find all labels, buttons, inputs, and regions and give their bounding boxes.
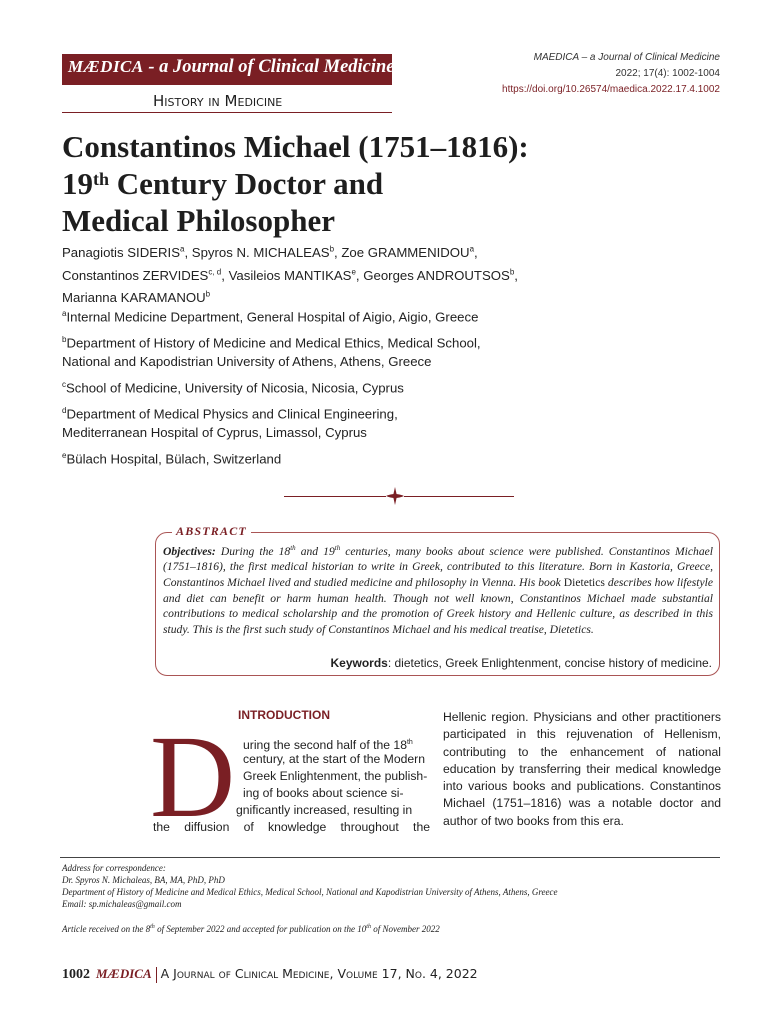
- introduction-heading: INTRODUCTION: [238, 708, 330, 722]
- objectives-label: Objectives:: [163, 544, 216, 558]
- intro-line: the diffusion of knowledge throughout the: [153, 820, 430, 834]
- abstract-text: Objectives: During the 18th and 19th centuries, many books about science were published. Constantinos Michael (1751–1816), the first medical historian to write in Greek, contributed to this literature. Born in Kastoria, Greece, Constantinos Michael lived and studied medicine and philosophy in Vienna. His book Dietetics describes how lifestyle and diet can benefit or harm human health. Though not well known, Constantinos Michael made substantial contributions to medical scholarship and the promotion of Greek history and Hellenic culture, as described in this study. This is the first such study of Constantinos Michael and his medical treatise, Dietetics.: [163, 544, 713, 636]
- intro-line: ing of books about science si-: [243, 786, 404, 800]
- author: Panagiotis SIDERIS$^a$,: [62, 245, 192, 261]
- footer-journal: A Journal of Clinical Medicine, Volume 17, No. 4, 2022: [160, 966, 478, 981]
- ornament-icon: [384, 486, 406, 506]
- title-line-1: Constantinos Michael (1751–1816):: [62, 129, 529, 164]
- journal-meta: [502, 50, 720, 98]
- page-footer: [62, 966, 478, 983]
- journal-banner: [62, 54, 395, 85]
- correspondence-dept: Department of History of Medicine and Medical Ethics, Medical School, National and Kapodistrian University of Athens, Athens, Greece: [62, 887, 558, 897]
- keywords: Keywords: dietetics, Greek Enlightenment, concise history of medicine.: [330, 656, 712, 670]
- affiliation: $^a$Internal Medicine Department, General Hospital of Aigio, Aigio, Greece: [62, 309, 479, 325]
- drop-cap: D: [150, 711, 236, 842]
- ornament-line-right: [404, 496, 514, 497]
- correspondence-divider: [60, 857, 720, 858]
- affiliation: $^c$School of Medicine, University of Nicosia, Nicosia, Cyprus: [62, 380, 404, 396]
- doi-link[interactable]: https://doi.org/10.26574/maedica.2022.17.4.1002: [502, 84, 720, 95]
- title-line-2: [62, 165, 702, 202]
- intro-right-column: Hellenic region. Physicians and other practitioners participated in this rejuvenation of Hellenism, contributing to the enhancement of national education by transferring their medical knowledge into various books and publications. Constantinos Michael (1751–1816) was a notable doctor and author of two books from this era.: [443, 710, 721, 828]
- journal-banner-text: - a Journal of Clinical Medicine: [143, 57, 395, 77]
- intro-line: gnificantly increased, resulting in: [236, 803, 413, 817]
- section-label: History in Medicine: [153, 92, 283, 110]
- author: Vasileios MANTIKAS$^e$,: [228, 267, 364, 283]
- ornament-line-left: [284, 496, 386, 497]
- correspondence: [62, 862, 722, 910]
- correspondence-email[interactable]: Email: sp.michaleas@gmail.com: [62, 899, 182, 909]
- author: Constantinos ZERVIDES$^{c, d}$,: [62, 267, 229, 283]
- author: Marianna KARAMANOU$^b$: [62, 289, 211, 306]
- footer-separator: [156, 967, 157, 983]
- title-line-3: Medical Philosopher: [62, 203, 335, 238]
- footer-brand: MÆDICA: [96, 966, 152, 981]
- correspondence-label: Address for correspondence:: [62, 863, 166, 873]
- section-divider: [62, 112, 392, 113]
- intro-line: Greek Enlightenment, the publish-: [243, 769, 428, 783]
- abstract-heading: ABSTRACT: [172, 524, 251, 539]
- affiliation: $^b$Department of History of Medicine and Medical Ethics, Medical School, National and Kapodistrian University of Athens, Athens, Greece: [62, 335, 481, 370]
- intro-line: uring the second half of the 18th: [243, 738, 413, 753]
- correspondence-name: Dr. Spyros N. Michaleas, BA, MA, PhD, PhD: [62, 875, 225, 885]
- intro-line: century, at the start of the Modern: [243, 752, 426, 766]
- book-title: Dietetics: [563, 576, 605, 590]
- keywords-label: Keywords: [330, 656, 388, 670]
- journal-line: MAEDICA – a Journal of Clinical Medicine: [533, 52, 720, 63]
- article-title: [62, 128, 702, 239]
- page-number: 1002: [62, 967, 90, 982]
- affiliation: $^e$Bülach Hospital, Bülach, Switzerland: [62, 451, 282, 467]
- affiliation: $^d$Department of Medical Physics and Clinical Engineering, Mediterranean Hospital of Cyprus, Limassol, Cyprus: [62, 406, 398, 441]
- author-list: [62, 240, 722, 307]
- author: Zoe GRAMMENIDOU$^a$,: [341, 245, 478, 261]
- issue-line: 2022; 17(4): 1002-1004: [615, 68, 720, 79]
- title-century: 19: [62, 166, 93, 201]
- author: Spyros N. MICHALEAS$^b$,: [191, 245, 342, 261]
- journal-brand: MÆDICA: [68, 57, 144, 76]
- received-note: Article received on the 8th of September 2022 and accepted for publication on the 10th of November 2022: [62, 924, 440, 934]
- author: Georges ANDROUTSOS$^b$,: [363, 267, 518, 283]
- title-sup: th: [93, 169, 110, 189]
- title-line-2-rest: Century Doctor and: [109, 166, 384, 201]
